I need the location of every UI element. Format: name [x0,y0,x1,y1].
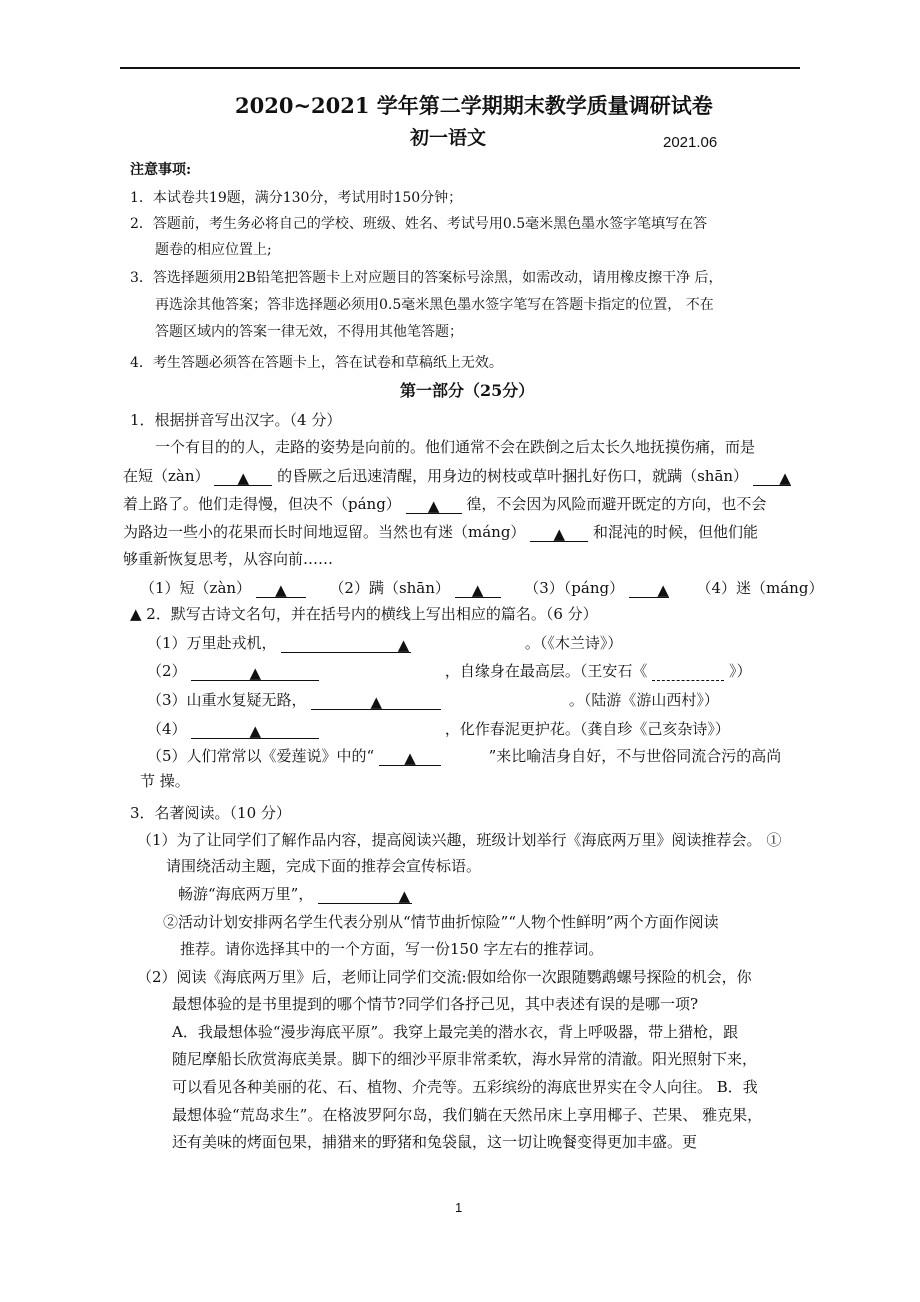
answer-blank [530,524,588,542]
q2-line [147,719,730,739]
answer-marker: ▲ [397,636,410,654]
q1-passage-line [123,466,791,486]
answer-marker: ▲ [657,581,669,599]
answer-marker: ▲ [553,525,565,543]
q2-text: 》） [728,662,752,680]
notice-item: 题卷的相应位置上; [155,242,272,258]
q1-answer-label: （1）短（zàn） [140,579,252,597]
top-rule [120,67,800,69]
answer-blank [379,748,441,766]
q1-text: 和混沌的时候，但他们能 [593,523,759,541]
q2-text: （3）山重水复疑无路， [147,691,307,709]
q3-line: 最想体验的是书里提到的哪个情节?同学们各抒己见，其中表述有误的是哪一项? [172,995,699,1013]
q3-stem: 3．名著阅读。（10 分） [130,804,291,822]
answer-blank [318,886,412,904]
q3-option-line: 随尼摩船长欣赏海底美景。脚下的细沙平原非常柔软，海水异常的清澈。阳光照射下来， [172,1050,758,1068]
q1-passage-line: 够重新恢复思考，从容向前…… [123,550,334,568]
answer-marker: ▲ [471,581,484,599]
answer-blank [281,635,411,653]
q3-option-line: 最想体验“荒岛求生”。在格波罗阿尔岛，我们躺在天然吊床上享用椰子、芒果、 雅克果， [172,1106,763,1124]
subject-title: 初一语文 [410,127,487,149]
answer-marker: ▲ [404,749,416,767]
answer-blank [753,468,791,486]
answer-blank [406,496,462,514]
q2-line [147,633,622,653]
q3-line: ②活动计划安排两名学生代表分别从“情节曲折惊险”“人物个性鲜明”两个方面作阅读 [163,913,719,931]
page-number: 1 [455,1200,463,1215]
answer-marker: ▲ [237,469,250,487]
q3-line: 请围绕活动主题，完成下面的推荐会宣传标语。 [166,857,482,875]
notice-item: 4．考生答题必须答在答题卡上，答在试卷和草稿纸上无效。 [130,355,503,371]
answer-blank [256,580,306,598]
q1-text: 的昏厥之后迅速清醒，用身边的树枝或草叶捆扎好伤口，就蹒（shān） [277,467,749,485]
answer-blank [652,663,724,681]
q3-line: （2）阅读《海底两万里》后，老师让同学们交流:假如给你一次跟随鹦鹉螺号探险的机会，你 [137,968,752,986]
q3-line [178,884,412,904]
q2-text: （4） [147,720,187,738]
exam-title: 2020~2021 学年第二学期期末教学质量调研试卷 [235,93,713,118]
answer-marker: ▲ [427,497,440,515]
q1-answer-label: （4）迷（máng） [696,579,824,597]
q2-text: （1）万里赴戎机， [147,634,277,652]
q1-passage-line: 一个有目的的人，走路的姿势是向前的。他们通常不会在跌倒之后太长久地抚摸伤痛，而是 [155,438,756,456]
q1-answer-label: （2）蹒（shān） [329,579,450,597]
q1-passage-line [123,522,758,542]
q2-text: 。（《木兰诗》） [524,634,623,652]
q1-passage-line [123,494,766,514]
q2-text: 。（陆游《游山西村》） [568,691,719,709]
q1-text: 在短（zàn） [123,467,210,485]
q2-stem: ▲ 2．默写古诗文名句，并在括号内的横线上写出相应的篇名。（6 分） [130,605,598,623]
answer-marker: ▲ [249,722,262,740]
q2-text: ”来比喻洁身自好，不与世俗同流合污的高尚 [488,747,782,765]
notice-item: 1．本试卷共19题，满分130分，考试用时150分钟； [130,190,463,206]
q1-answer-row [140,578,823,598]
answer-blank [311,692,441,710]
q3-text: 畅游“海底两万里”， [178,885,314,903]
q2-text: （5）人们常常以《爱莲说》中的“ [147,747,375,765]
answer-blank [214,468,272,486]
q2-line [147,690,719,710]
notice-heading: 注意事项: [130,162,192,178]
q2-line [147,746,781,766]
q3-option-line: 还有美味的烤面包果，捕猎来的野猪和兔袋鼠，这一切让晚餐变得更加丰盛。更 [172,1133,698,1151]
notice-item: 答题区域内的答案一律无效，不得用其他笔答题； [155,324,463,340]
notice-item: 再选涂其他答案；答非选择题必须用0.5毫米黑色墨水签字笔写在答题卡指定的位置， 不在 [155,297,714,313]
part1-heading: 第一部分（25分） [400,381,535,400]
answer-blank [191,721,319,739]
q1-text: 着上路了。他们走得慢，但决不（páng） [123,495,401,513]
q1-answer-label: （3）（páng） [524,579,625,597]
answer-marker: ▲ [275,581,287,599]
q3-option-line: 可以看见各种美丽的花、石、植物、介壳等。五彩缤纷的海底世界实在令人向往。 B．我 [172,1078,758,1096]
q3-line: 推荐。请你选择其中的一个方面，写一份150 字左右的推荐词。 [180,940,604,958]
q3-line: （1）为了让同学们了解作品内容，提高阅读兴趣，班级计划举行《海底两万里》阅读推荐会。 ① [137,831,782,849]
notice-item: 2．答题前，考生务必将自己的学校、班级、姓名、考试号用0.5毫米黑色墨水签字笔填写在答 [130,216,708,232]
q1-stem: 1．根据拼音写出汉字。（4 分） [130,411,342,429]
q2-text: （2） [147,662,187,680]
q2-line [147,661,751,681]
q1-text: 为路边一些小的花果而长时间地逗留。当然也有迷（máng） [123,523,526,541]
answer-blank [455,580,501,598]
answer-marker: ▲ [398,887,411,905]
notice-item: 3．答选择题须用2B铅笔把答题卡上对应题目的答案标号涂黑，如需改动，请用橡皮擦干净 后， [130,270,723,286]
answer-marker: ▲ [370,693,383,711]
answer-marker: ▲ [249,664,262,682]
answer-blank [629,580,669,598]
q2-text: ，化作春泥更护花。（龚自珍《己亥杂诗》） [444,720,730,738]
exam-date: 2021.06 [663,134,718,151]
answer-marker: ▲ [779,469,791,487]
q3-option-line: A．我最想体验“漫步海底平原”。我穿上最完美的潜水衣，背上呼吸器，带上猎枪，跟 [172,1023,739,1041]
q2-line: 节 操。 [140,772,190,790]
q1-text: 徨，不会因为风险而避开既定的方向，也不会 [466,495,767,513]
q2-text: ，自缘身在最高层。（王安石《 [444,662,648,680]
answer-blank [191,663,319,681]
